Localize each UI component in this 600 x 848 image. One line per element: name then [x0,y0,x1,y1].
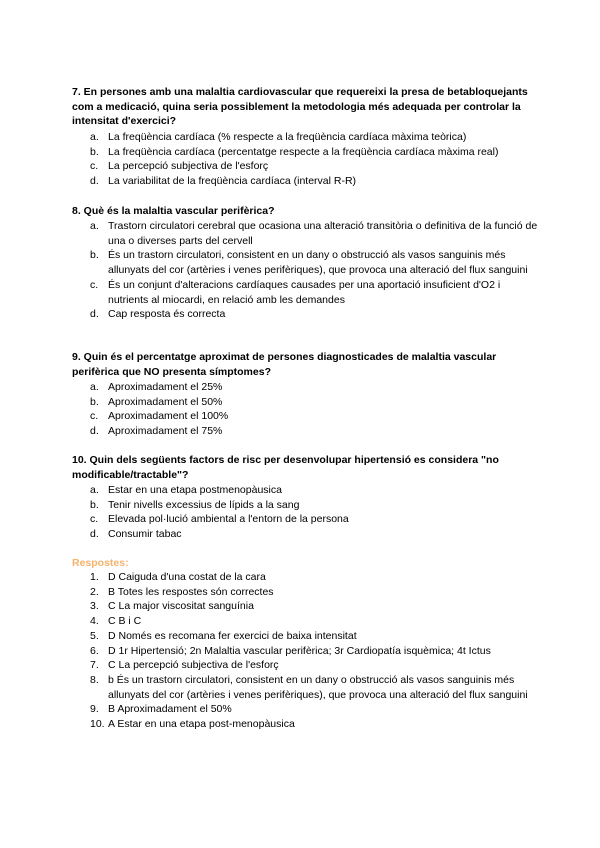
answer-marker: 10. [90,718,105,731]
answer-marker: 2. [90,585,99,598]
option-d [90,527,542,542]
option-text: És un conjunt d'alteracions cardíaques causades per una aportació insuficient d'O2 i nutrients al miocardi, en relació amb les demandes [108,278,501,306]
question-9-title: 9. Quin és el percentatge aproximat de persones diagnosticades de malaltia vascular perifèrica que NO presenta símptomes? [72,351,497,378]
answer-marker: 5. [90,629,99,642]
answer-text: C La major viscositat sanguínia [108,600,254,613]
answer-item [90,644,542,659]
question-10-title: 10. Quin dels següents factors de risc per desenvolupar hipertensió es considera "no modificable/tractable"? [72,454,499,481]
option-marker: c. [90,278,99,291]
answer-item [90,673,542,702]
option-a [90,219,542,248]
answer-text: B Totes les respostes són correctes [108,585,274,598]
answer-text: C La percepció subjectiva de l'esforç [108,659,279,672]
option-marker: b. [90,145,99,158]
answer-marker: 6. [90,644,99,657]
option-c [90,512,542,527]
option-text: Trastorn circulatori cerebral que ocasiona una alteració transitòria o definitiva de la funció de una o diverses parts del cervell [108,220,538,247]
answer-text: D Caiguda d'una costat de la cara [108,571,266,583]
option-marker: b. [90,395,99,408]
answer-item [90,585,542,600]
option-a [90,130,542,145]
answers-list [90,570,542,732]
answer-marker: 7. [90,659,99,672]
answer-text: D Només es recomana fer exercici de baixa intensitat [108,629,357,642]
option-text: És un trastorn circulatori, consistent en un dany o obstrucció als vasos sanguinis més allunyats del cor (artèries i venes perifèriques), que provoca una alteració del flux sanguini [108,249,528,277]
option-c [90,409,542,424]
option-b [90,498,542,513]
option-marker: d. [90,175,99,188]
option-d [90,174,542,189]
option-text: Elevada pol·lució ambiental a l'entorn de la persona [108,513,349,526]
answer-marker: 8. [90,673,99,686]
option-marker: b. [90,498,99,511]
answer-text: A Estar en una etapa post-menopàusica [108,718,295,731]
answer-item [90,717,542,732]
answer-item [90,570,542,585]
option-c [90,159,542,174]
option-marker: d. [90,308,99,321]
option-marker: c. [90,160,99,173]
option-text: La freqüència cardíaca (percentatge respecte a la freqüència cardíaca màxima real) [108,145,499,158]
answers-heading: Respostes: [72,557,129,569]
question-8-options [90,219,542,322]
question-8-title: 8. Què és la malaltia vascular perifèrica? [72,205,275,217]
option-d [90,307,542,322]
option-text: Consumir tabac [108,528,182,541]
option-text: La percepció subjectiva de l'esforç [108,160,269,173]
option-a [90,483,542,498]
option-text: Aproximadament el 100% [108,410,229,423]
option-text: Estar en una etapa postmenopàusica [108,484,282,496]
option-text: Aproximadament el 25% [108,381,223,393]
answer-marker: 3. [90,600,99,613]
question-9-options [90,380,542,439]
answer-marker: 1. [90,571,99,583]
option-marker: a. [90,131,99,143]
answer-text: D 1r Hipertensió; 2n Malaltia vascular perifèrica; 3r Cardiopatía isquèmica; 4t Ictus [108,644,491,657]
option-marker: d. [90,528,99,541]
answer-item [90,658,542,673]
option-marker: c. [90,513,99,526]
option-text: Tenir nivells excessius de lípids a la sang [108,498,300,511]
option-marker: c. [90,410,99,423]
answer-text: C B i C [108,615,142,628]
option-text: Cap resposta és correcta [108,308,226,321]
option-text: Aproximadament el 75% [108,425,223,438]
answer-item [90,629,542,644]
answer-marker: 9. [90,703,99,716]
option-text: La variabilitat de la freqüència cardíaca (interval R-R) [108,175,357,188]
answer-text: b És un trastorn circulatori, consistent en un dany o obstrucció als vasos sanguinis més allunyats del cor (artèries i venes perifèriques), que provoca una alteració del flux sanguini [108,673,528,701]
option-marker: a. [90,484,99,496]
answer-marker: 4. [90,615,99,628]
question-7-title: 7. En persones amb una malaltia cardiovascular que requereixi la presa de betabloquejants com a medicació, quina seria possiblement la metodologia més adequada per controlar la intensitat d'exercici? [72,86,528,128]
question-10-options [90,483,542,542]
option-marker: a. [90,220,99,232]
option-b [90,145,542,160]
option-marker: d. [90,425,99,438]
option-marker: b. [90,249,99,262]
answer-text: B Aproximadament el 50% [108,703,232,716]
option-text: Aproximadament el 50% [108,395,223,408]
option-marker: a. [90,381,99,393]
answer-item [90,702,542,717]
option-d [90,424,542,439]
option-b [90,248,542,277]
question-7-options [90,130,542,189]
answer-item [90,614,542,629]
option-a [90,380,542,395]
answer-item [90,599,542,614]
option-c [90,278,542,307]
option-text: La freqüència cardíaca (% respecte a la freqüència cardíaca màxima teòrica) [108,131,467,143]
option-b [90,395,542,410]
